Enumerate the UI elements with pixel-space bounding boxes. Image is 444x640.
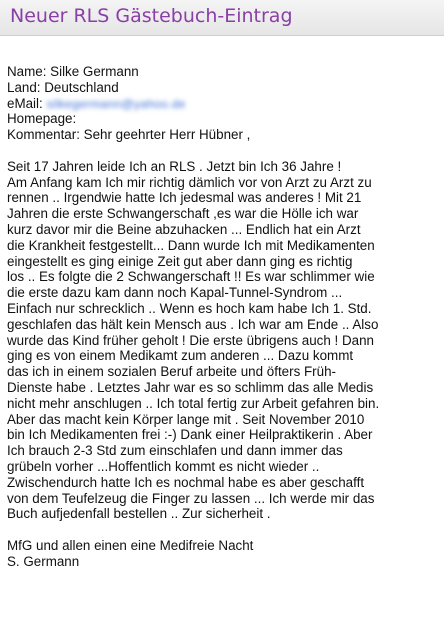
comment-body-line: kurz davor mir die Beine abzuhacken ... Endlich hat ein Arzt (7, 221, 361, 237)
comment-body-line: Aber das macht kein Körper lange mit . Seit November 2010 (7, 411, 365, 427)
email-link[interactable]: silkegermann@yahoo.de (46, 96, 186, 111)
name-field: Name: Silke Germann (7, 64, 139, 79)
comment-field: Kommentar: Sehr geehrter Herr Hübner , (7, 127, 251, 143)
comment-body-line: Buch aufjedenfall bestellen .. Zur sicherheit . (7, 506, 271, 522)
comment-body-line: los .. Es folgte die 2 Schwangerschaft !! Es war schlimmer wie (7, 269, 375, 285)
comment-body-line: das ich in einem sozialen Beruf arbeite und öfters Früh- (7, 364, 336, 380)
comment-body-line: nicht mehr anschlugen .. Ich total fertig zur Arbeit gefahren bin. (7, 395, 380, 411)
comment-body-line: bin Ich Medikamenten frei :-) Dank einer Heilpraktikerin . Aber (7, 427, 373, 443)
signature: S. Germann (7, 553, 80, 569)
spacer (7, 522, 439, 538)
comment-body-line: Dienste habe . Letztes Jahr war es so schlimm das alle Medis (7, 379, 374, 395)
page-title: Neuer RLS Gästebuch-Eintrag (10, 5, 293, 27)
comment-body-line: grübeln vorher ...Hoffentlich kommt es nicht wieder .. (7, 458, 320, 474)
email-label: eMail: (7, 95, 43, 111)
email-field (7, 96, 439, 112)
header-bar (0, 0, 444, 36)
entry-content (7, 64, 439, 570)
comment-body-line: Am Anfang kam Ich mir richtig dämlich vor von Arzt zu Arzt zu (7, 174, 372, 190)
comment-body-line: die erste dazu kam dann noch Kapal-Tunnel-Syndrom ... (7, 285, 343, 301)
comment-body-line: eingestellt es ging einige Zeit gut aber dann ging es richtig (7, 253, 353, 269)
comment-body-line: ging es von einem Medikamt zum anderen ... Dazu kommt (7, 348, 354, 364)
comment-body-line: Zwischendurch hatte Ich es nochmal habe es aber geschafft (7, 474, 365, 490)
comment-body-line: Jahren die erste Schwangerschaft ,es war die Hölle ich war (7, 206, 359, 222)
comment-body-line: Seit 17 Jahren leide Ich an RLS . Jetzt bin Ich 36 Jahre ! (7, 158, 342, 174)
comment-body-line: Einfach nur schrecklich .. Wenn es hoch kam habe Ich 1. Std. (7, 300, 372, 316)
country-field: Land: Deutschland (7, 79, 119, 95)
comment-body-line: von dem Teufelzeug die Finger zu lassen ... Ich werde mir das (7, 490, 375, 506)
comment-body-line: geschlafen das hält kein Mensch aus . Ich war am Ende .. Also (7, 316, 379, 332)
spacer (7, 143, 439, 159)
comment-body-line: die Krankheit festgestellt... Dann wurde Ich mit Medikamenten (7, 237, 375, 253)
comment-body (7, 159, 439, 522)
comment-body-line: wurde das Kind früher geholt ! Die erste übrigens auch ! Dann (7, 332, 374, 348)
closing-greeting: MfG und allen einen eine Medifreie Nacht (7, 537, 254, 553)
comment-body-line: Ich brauch 2-3 Std zum einschlafen und dann immer das (7, 443, 343, 459)
homepage-field: Homepage: (7, 111, 77, 127)
comment-body-line: rennen .. Irgendwie hatte Ich jedesmal was anderes ! Mit 21 (7, 190, 362, 206)
